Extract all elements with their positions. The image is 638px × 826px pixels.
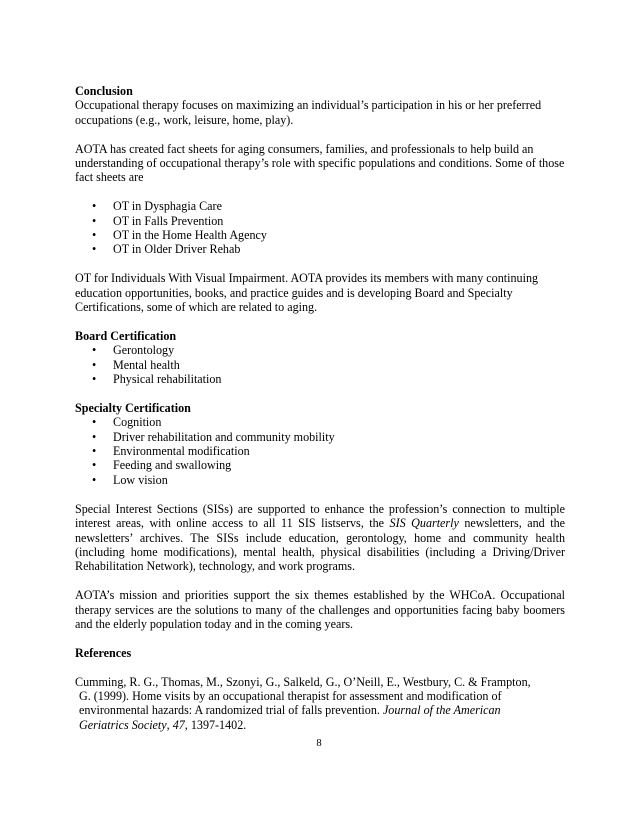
list-item: • Driver rehabilitation and community mobility xyxy=(92,429,335,444)
bullet-icon: • xyxy=(92,415,97,430)
bullet-icon: • xyxy=(92,343,97,358)
bullet-icon: • xyxy=(92,472,97,487)
mission-paragraph: AOTA’s mission and priorities support the six themes established by the WHCoA. Occupational therapy services are the solutions to many of the challenges and opportunities facing baby boomers and the elderly population today and in the coming years. xyxy=(75,588,565,631)
list-item: • Cognition xyxy=(92,415,162,430)
list-item: • OT in Falls Prevention xyxy=(92,213,224,228)
list-item: • OT in Dysphagia Care xyxy=(92,199,222,214)
specialty-certification-list xyxy=(75,415,565,487)
bullet-icon: • xyxy=(92,242,97,257)
sis-quarterly-title: SIS Quarterly xyxy=(389,516,459,531)
bullet-icon: • xyxy=(92,228,97,243)
sis-paragraph: Special Interest Sections (SISs) are supported to enhance the profession’s connection to multiple interest areas, with online access to all 11 SIS listservs, the SIS Quarterly newsletters, and the newsletters’ archives. The SISs include education, gerontology, home and community health (including home modifications), mental health, physical disabilities (including a Driving/Driver Rehabilitation Network), technology, and work programs. xyxy=(75,501,565,574)
list-item: • OT in Older Driver Rehab xyxy=(92,242,241,257)
conclusion-paragraph-3: OT for Individuals With Visual Impairment. AOTA provides its members with many continuing education opportunities, books, and practice guides and is developing Board and Specialty Certifications, some of which are related to aging. xyxy=(75,271,539,315)
page-number: 8 xyxy=(316,738,322,749)
list-item: • Low vision xyxy=(92,472,168,487)
list-item: • Environmental modification xyxy=(92,444,250,459)
bullet-icon: • xyxy=(92,357,97,372)
board-certification-heading: Board Certification xyxy=(75,328,177,343)
list-item: • Physical rehabilitation xyxy=(92,372,222,387)
bullet-icon: • xyxy=(92,213,97,228)
specialty-certification-heading: Specialty Certification xyxy=(75,400,191,415)
conclusion-paragraph-1: Occupational therapy focuses on maximizing an individual’s participation in his or her preferred occupations (e.g., work, leisure, home, play). xyxy=(75,98,542,127)
bullet-icon: • xyxy=(92,458,97,473)
list-item: • Gerontology xyxy=(92,343,175,358)
bullet-icon: • xyxy=(92,199,97,214)
document-page xyxy=(75,84,565,732)
fact-sheet-list xyxy=(75,199,565,257)
list-item: • OT in the Home Health Agency xyxy=(92,228,267,243)
bullet-icon: • xyxy=(92,444,97,459)
conclusion-heading: Conclusion xyxy=(75,84,133,98)
bullet-icon: • xyxy=(92,429,97,444)
list-item: • Feeding and swallowing xyxy=(92,458,232,473)
list-item: • Mental health xyxy=(92,357,180,372)
references-heading: References xyxy=(75,645,132,660)
reference-entry: Cumming, R. G., Thomas, M., Szonyi, G., Salkeld, G., O’Neill, E., Westbury, C. & Frampton, G. (1999). Home visits by an occupational therapist for assessment and modification of environmental hazards: A randomized trial of falls prevention. Journal of the American Geriatrics Society, 47, 1397-1402. xyxy=(75,674,531,732)
board-certification-list xyxy=(75,343,565,386)
conclusion-paragraph-2: AOTA has created fact sheets for aging consumers, families, and professionals to help build an understanding of occupational therapy’s role with specific populations and conditions. Some of those fact sheets are xyxy=(75,141,565,185)
bullet-icon: • xyxy=(92,372,97,387)
